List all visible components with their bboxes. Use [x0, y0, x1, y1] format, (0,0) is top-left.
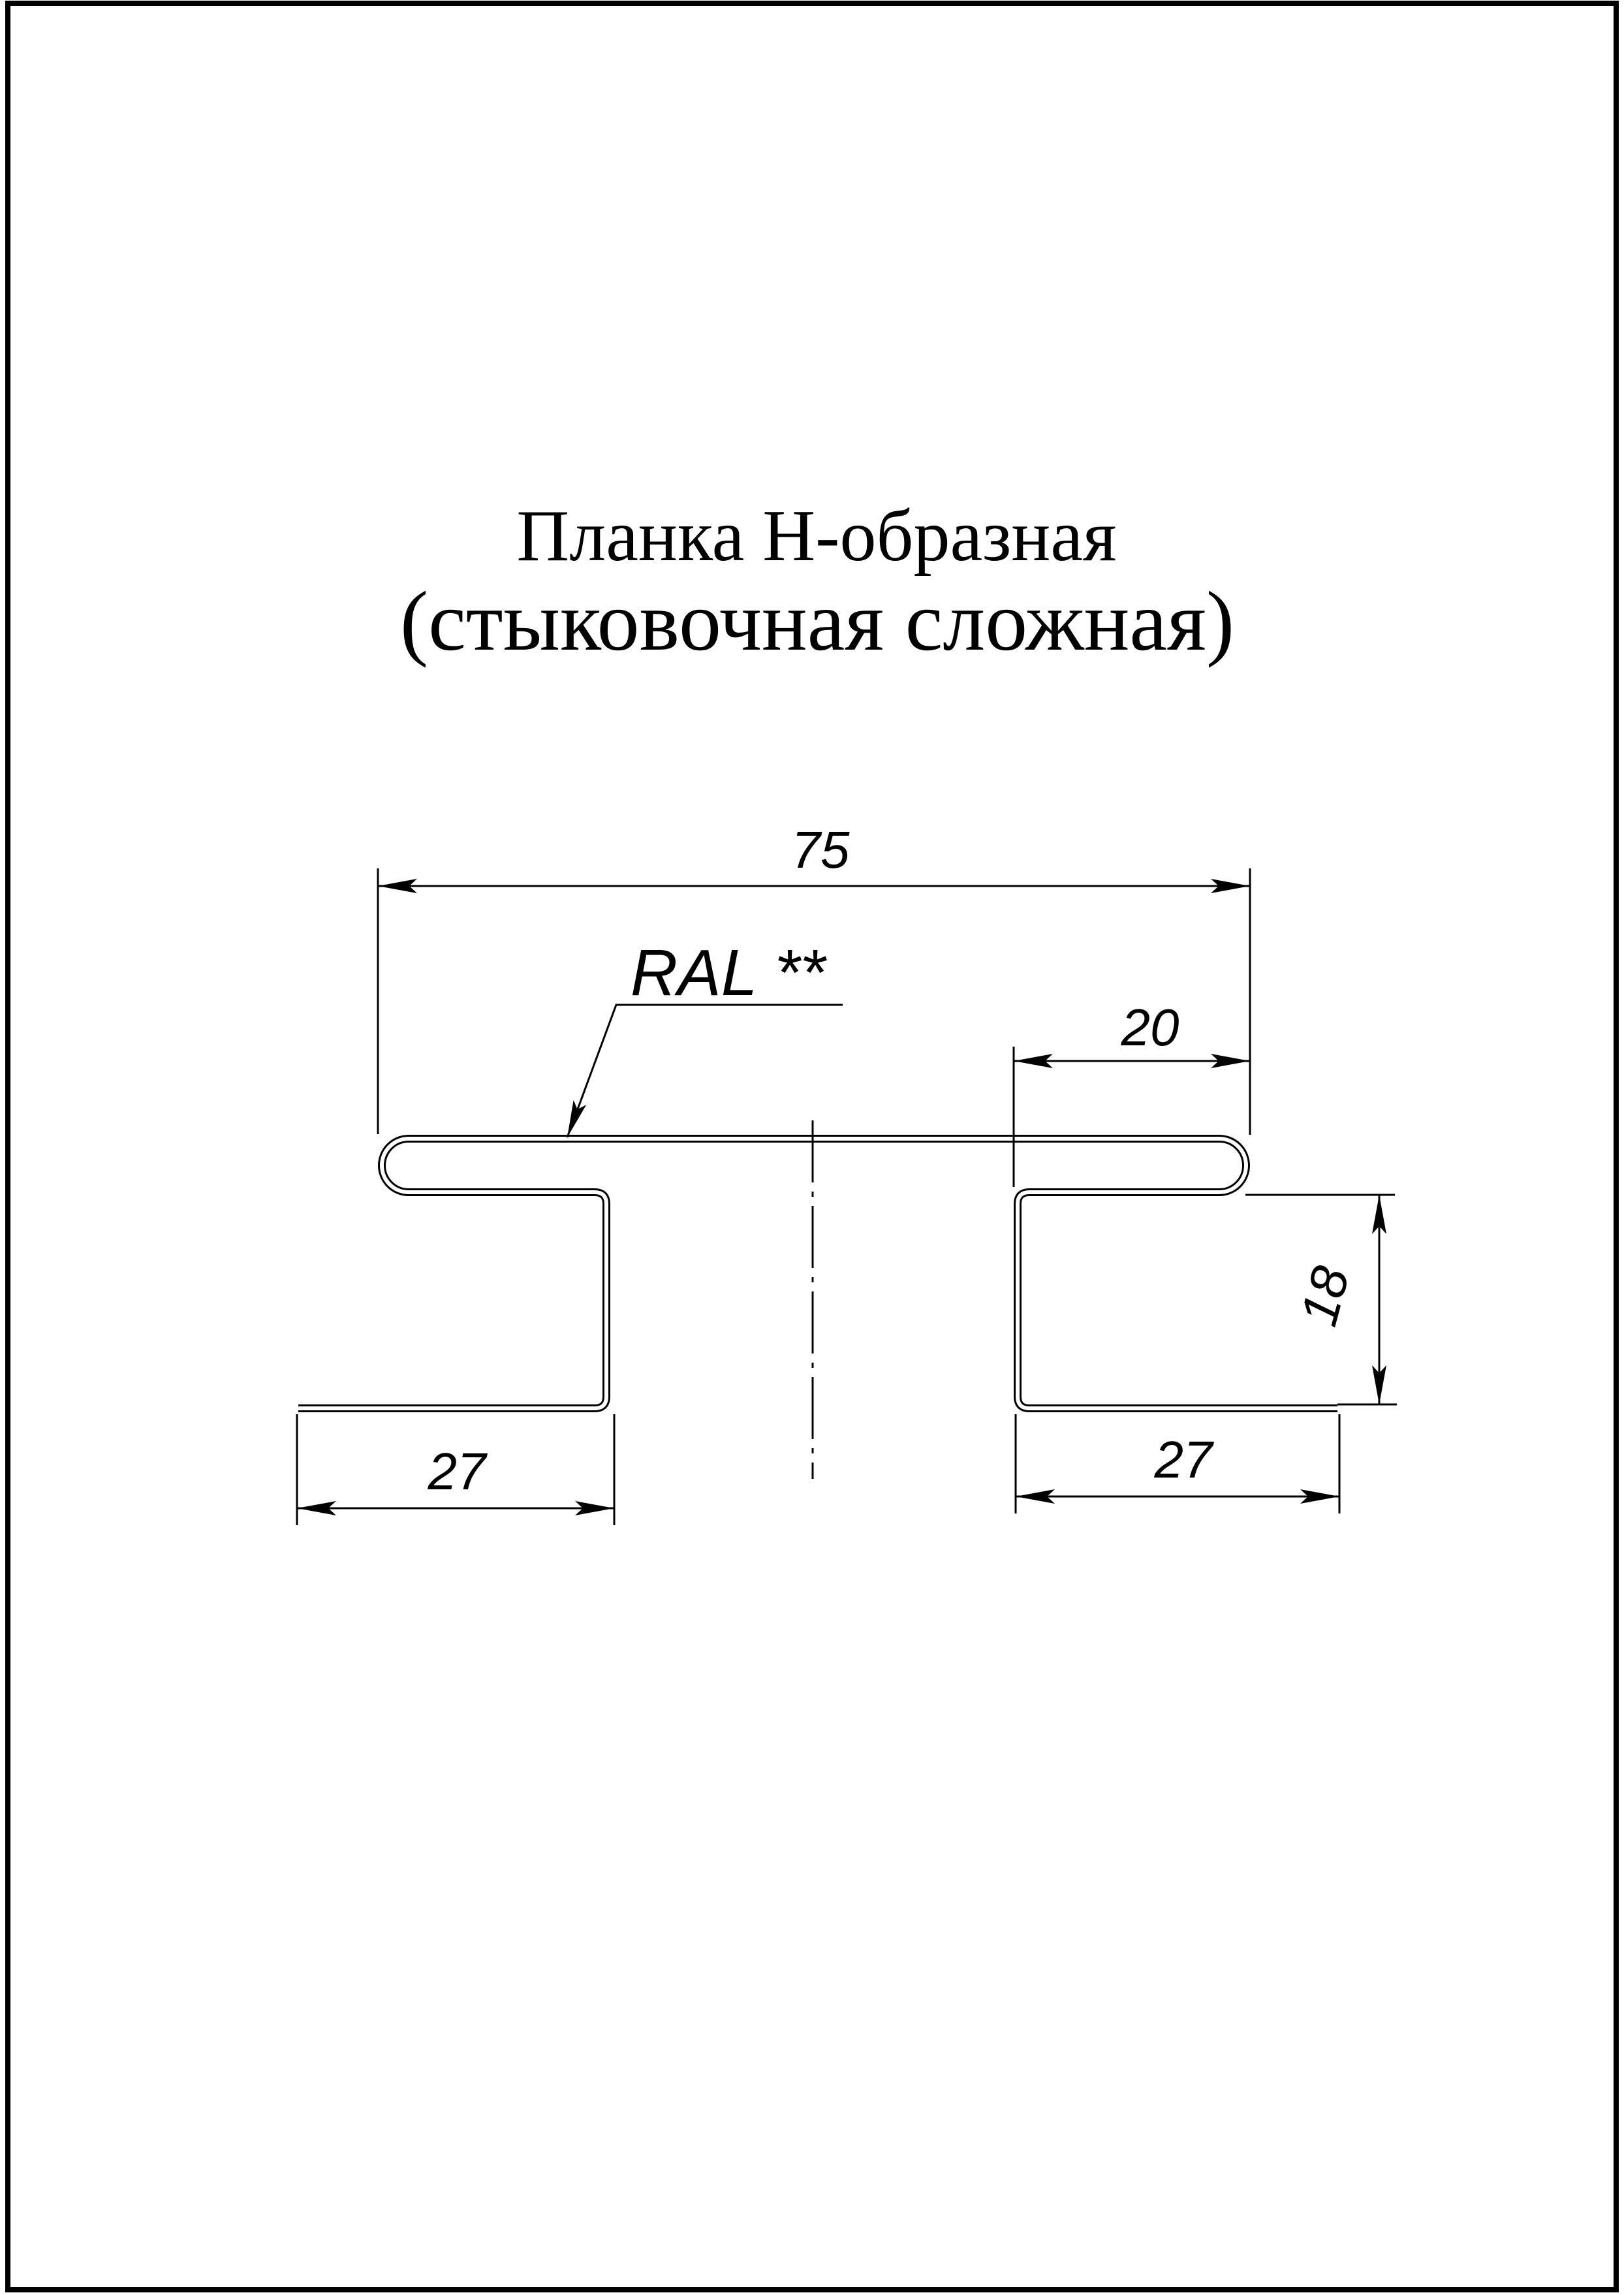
dimension-value-27-right: 27: [1154, 1431, 1213, 1489]
profile-sheet-inner-gap: [298, 1139, 1337, 1408]
drawing-title-line2: (стыковочная сложная): [399, 575, 1235, 669]
leader-line: [567, 1005, 843, 1137]
ral-color-leader-note: [561, 936, 843, 1140]
dimension-left-bottom-flange: [297, 1414, 614, 1525]
dimension-value-27-left: 27: [428, 1442, 486, 1500]
dimension-right-bottom-flange: [1016, 1414, 1339, 1513]
drawing-title-line1: Планка Н-образная: [516, 496, 1117, 577]
profile-sheet-outline: [298, 1139, 1337, 1408]
dimension-web-height: [1245, 1195, 1397, 1404]
profile-cross-section: [298, 1139, 1337, 1408]
ral-label: RAL **: [630, 936, 826, 1009]
leader-arrowhead: [561, 1100, 586, 1140]
dimension-right-top-flange: [1014, 998, 1250, 1187]
dimension-value-75: 75: [791, 821, 850, 879]
dimension-value-18: 18: [1288, 1260, 1360, 1332]
dimension-value-20: 20: [1121, 998, 1179, 1056]
